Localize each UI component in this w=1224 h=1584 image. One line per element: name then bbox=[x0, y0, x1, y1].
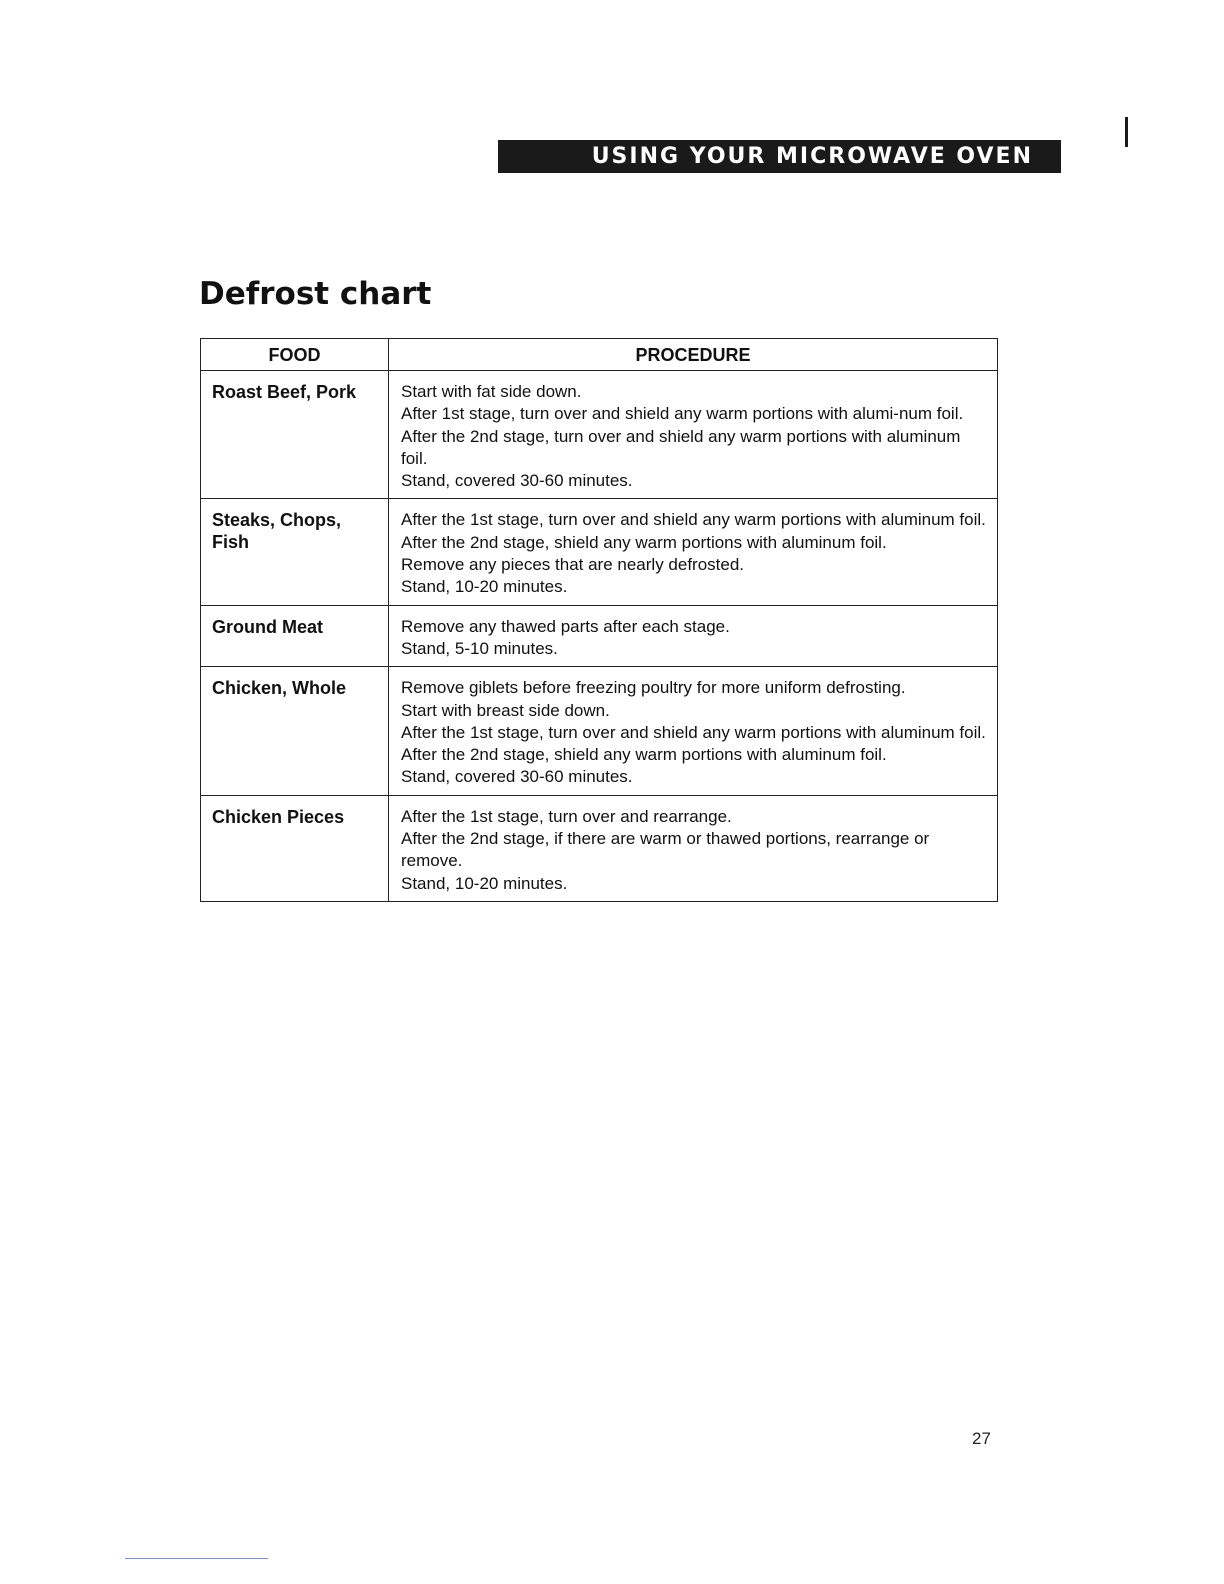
food-name: Chicken Pieces bbox=[201, 795, 389, 901]
procedure-step: Start with breast side down. bbox=[401, 700, 610, 720]
table-row bbox=[201, 605, 998, 667]
procedure-step: Remove any thawed parts after each stage. bbox=[401, 616, 730, 636]
procedure-step: After the 1st stage, turn over and shield any warm portions with aluminum foil. bbox=[401, 510, 986, 530]
procedure-step: After the 1st stage, turn over and rearrange. bbox=[401, 806, 732, 826]
procedure-step: After 1st stage, turn over and shield any warm portions with alumi-num foil. bbox=[401, 404, 964, 424]
procedure-cell bbox=[389, 795, 998, 901]
defrost-table bbox=[200, 338, 998, 902]
edge-mark bbox=[1125, 117, 1128, 147]
section-banner bbox=[498, 140, 1061, 173]
column-header-procedure: PROCEDURE bbox=[389, 339, 998, 371]
procedure-step: Remove giblets before freezing poultry for more uniform defrosting. bbox=[401, 678, 906, 698]
section-banner-text: USING YOUR MICROWAVE OVEN bbox=[591, 144, 1033, 169]
procedure-step: Start with fat side down. bbox=[401, 382, 582, 401]
procedure-step: After the 2nd stage, shield any warm portions with aluminum foil. bbox=[401, 532, 887, 552]
procedure-cell bbox=[389, 667, 998, 795]
table-body bbox=[201, 371, 998, 902]
procedure-cell bbox=[389, 499, 998, 605]
procedure-step: Stand, 10-20 minutes. bbox=[401, 577, 568, 597]
footer-rule bbox=[125, 1558, 268, 1559]
table-header-row bbox=[201, 339, 998, 371]
procedure-step: After the 2nd stage, shield any warm portions with aluminum foil. bbox=[401, 745, 887, 765]
food-name: Chicken, Whole bbox=[201, 667, 389, 795]
procedure-step: After the 1st stage, turn over and shield any warm portions with aluminum foil. bbox=[401, 722, 986, 742]
column-header-food: FOOD bbox=[201, 339, 389, 371]
procedure-step: Stand, 10-20 minutes. bbox=[401, 873, 568, 893]
procedure-step: After the 2nd stage, if there are warm or thawed portions, rearrange or remove. bbox=[401, 829, 930, 871]
procedure-step: Stand, 5-10 minutes. bbox=[401, 638, 558, 658]
procedure-cell bbox=[389, 371, 998, 499]
procedure-step: Remove any pieces that are nearly defrosted. bbox=[401, 555, 745, 575]
page-number: 27 bbox=[972, 1429, 991, 1448]
table-row bbox=[201, 371, 998, 499]
procedure-step: Stand, covered 30-60 minutes. bbox=[401, 767, 633, 787]
procedure-cell bbox=[389, 605, 998, 667]
table-row bbox=[201, 667, 998, 795]
food-name: Ground Meat bbox=[201, 605, 389, 667]
table-row bbox=[201, 795, 998, 901]
food-name: Steaks, Chops, Fish bbox=[201, 499, 389, 605]
table-row bbox=[201, 499, 998, 605]
procedure-step: Stand, covered 30-60 minutes. bbox=[401, 471, 633, 491]
food-name: Roast Beef, Pork bbox=[201, 371, 389, 499]
page-title: Defrost chart bbox=[199, 276, 432, 312]
procedure-step: After the 2nd stage, turn over and shield any warm portions with aluminum foil. bbox=[401, 426, 961, 468]
